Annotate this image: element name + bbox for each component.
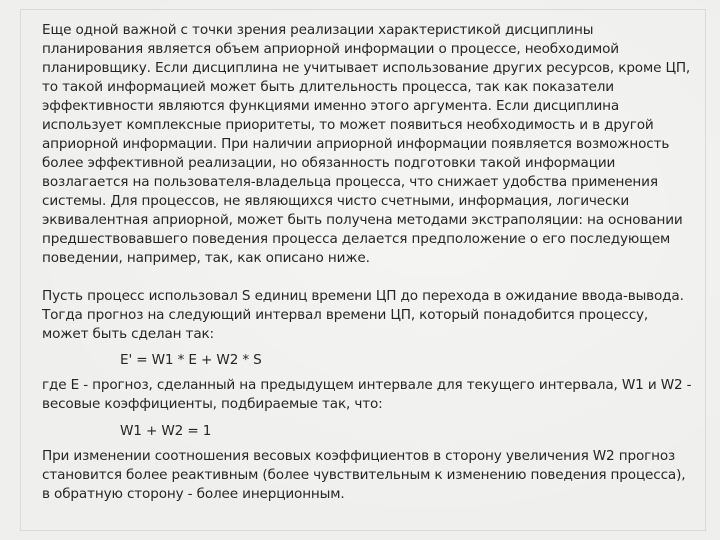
text-line: то такой информацией может быть длительность процесса, так как показатели [42, 79, 614, 95]
text-line: Тогда прогноз на следующий интервал времени ЦП, который понадобится процессу, [42, 307, 649, 323]
slide-content [42, 21, 706, 504]
text-line: более эффективной реализации, но обязанность подготовки такой информации [42, 155, 616, 171]
text-line: весовые коэффициенты, подбираемые так, что: [42, 396, 383, 412]
paragraph-formula-explanation [42, 376, 706, 414]
text-line: Еще одной важной с точки зрения реализации характеристикой дисциплины [42, 22, 594, 38]
formula-forecast: E' = W1 * E + W2 * S [120, 352, 262, 368]
text-line: планировщику. Если дисциплина не учитывает использование других ресурсов, кроме ЦП, [42, 60, 691, 76]
text-line: становится более реактивным (более чувствительным к изменению поведения процесса), [42, 467, 686, 483]
text-line: может быть сделан так: [42, 326, 214, 342]
text-line: использует комплексные приоритеты, то может появиться необходимость и в другой [42, 117, 654, 133]
paragraph-weights-effect [42, 447, 706, 504]
text-line: эквивалентная априорной, может быть получена методами экстраполяции: на основании [42, 212, 683, 228]
text-line: где E - прогноз, сделанный на предыдущем интервале для текущего интервала, W1 и W2 - [42, 377, 692, 393]
text-line: планирования является объем априорной информации о процессе, необходимой [42, 41, 619, 57]
text-line: При изменении соотношения весовых коэффициентов в сторону увеличения W2 прогноз [42, 448, 676, 464]
text-line: априорной информации. При наличии априорной информации появляется возможность [42, 136, 670, 152]
formula-weights: W1 + W2 = 1 [120, 423, 212, 439]
text-line: Пусть процесс использовал S единиц времени ЦП до перехода в ожидание ввода-вывода. [42, 288, 684, 304]
paragraph-forecast-intro [42, 287, 706, 344]
paragraph-gap [42, 268, 706, 287]
text-line: эффективности являются функциями именно этого аргумента. Если дисциплина [42, 98, 620, 114]
text-line: поведении, например, так, как описано ниже. [42, 250, 370, 266]
text-line: системы. Для процессов, не являющихся чисто счетными, информация, логически [42, 193, 630, 209]
text-line: в обратную сторону - более инерционным. [42, 486, 345, 502]
paragraph-scheduling-info [42, 21, 706, 268]
text-line: предшествовавшего поведения процесса делается предположение о его последующем [42, 231, 671, 247]
text-line: возлагается на пользователя-владельца процесса, что снижает удобства применения [42, 174, 658, 190]
